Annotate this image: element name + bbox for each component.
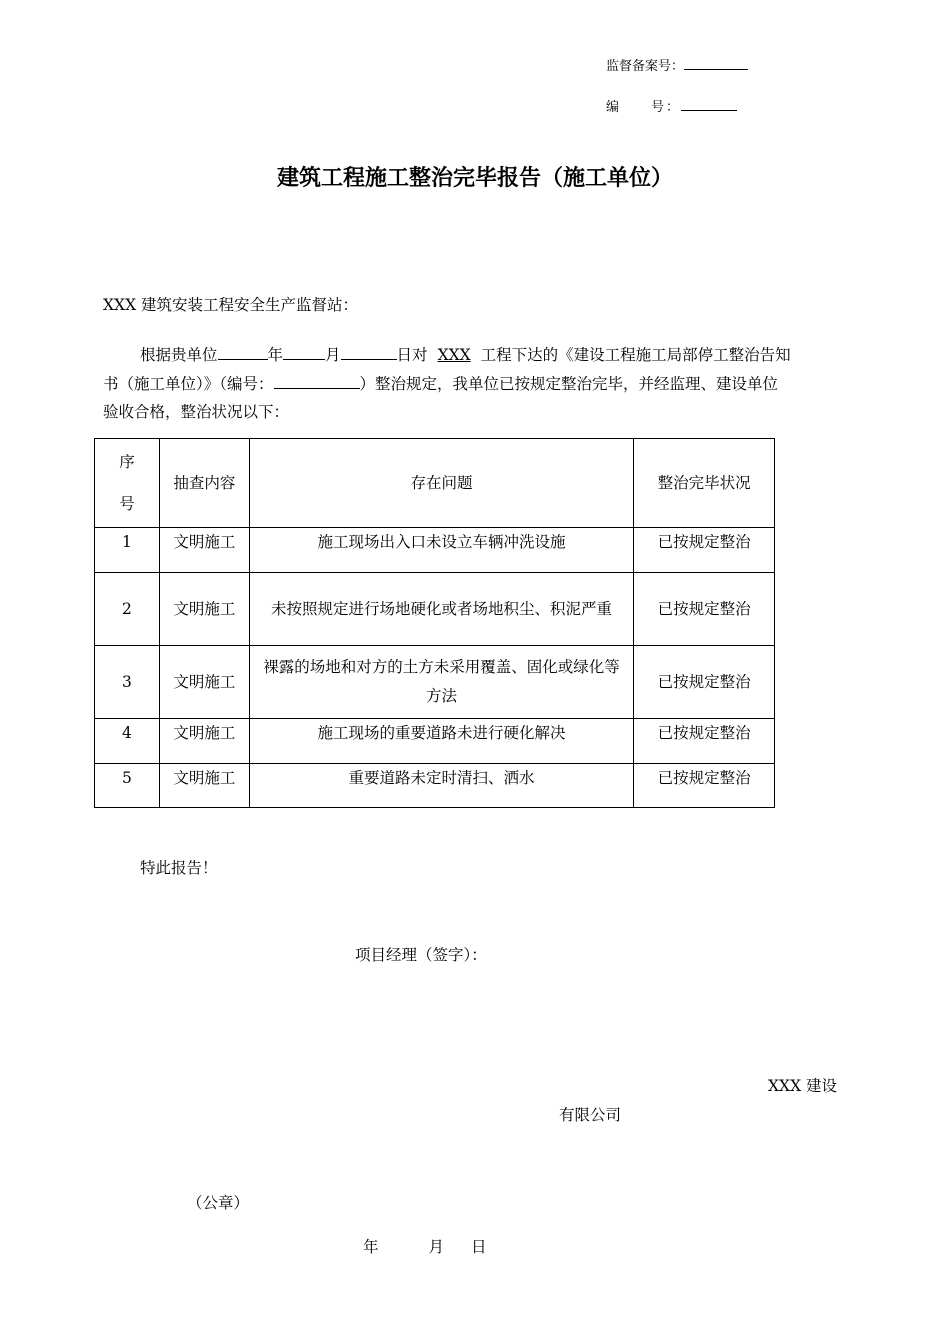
header-seq <box>95 439 160 528</box>
page-title: 建筑工程施工整治完毕报告（施工单位） <box>276 166 673 191</box>
row-issue: 施工现场的重要道路未进行硬化解决 <box>249 719 633 764</box>
para-text: 书（施工单位）》（编号： <box>103 375 274 393</box>
day-blank[interactable] <box>341 345 397 360</box>
row-number: 3 <box>95 646 160 719</box>
para-text: ）整治规定，我单位已按规定整治完毕，并经监理、建设单位 <box>359 375 779 393</box>
paragraph-line-3: 验收合格，整治状况以下： <box>103 403 290 421</box>
table-row <box>95 719 775 764</box>
header-issue: 存在问题 <box>249 439 633 528</box>
row-issue: 未按照规定进行场地硬化或者场地积尘、积泥严重 <box>249 573 633 646</box>
addressee: XXX 建筑安装工程安全生产监督站： <box>103 296 359 314</box>
row-number: 5 <box>95 764 160 808</box>
row-status: 已按规定整治 <box>634 573 775 646</box>
header-seq-b: 号 <box>119 495 135 513</box>
year-label: 年 <box>267 346 284 364</box>
row-content: 文明施工 <box>159 719 249 764</box>
record-number-label: 监督备案号： <box>606 59 685 74</box>
project-name: XXX <box>437 346 471 364</box>
date-year: 年 <box>363 1238 379 1256</box>
record-number-blank[interactable] <box>684 55 748 70</box>
row-content: 文明施工 <box>159 764 249 808</box>
year-blank[interactable] <box>218 345 268 360</box>
row-content: 文明施工 <box>159 573 249 646</box>
day-label: 日对 <box>396 346 428 364</box>
row-content: 文明施工 <box>159 646 249 719</box>
row-issue: 裸露的场地和对方的土方未采用覆盖、固化或绿化等方法 <box>249 646 633 719</box>
doc-number-blank[interactable] <box>681 96 737 111</box>
paragraph-line-2 <box>103 372 778 394</box>
para-text: 工程下达的《建设工程施工局部停工整治告知 <box>480 346 791 364</box>
table-row <box>95 646 775 719</box>
para-text: 根据贵单位 <box>140 346 218 364</box>
month-blank[interactable] <box>283 345 325 360</box>
notice-number-blank[interactable] <box>274 374 360 389</box>
rectification-table <box>94 438 775 808</box>
month-label: 月 <box>325 346 341 364</box>
row-number: 1 <box>95 528 160 573</box>
seal-label: （公章） <box>187 1194 250 1212</box>
table-row <box>95 528 775 573</box>
company-name-line-1: XXX 建设 <box>768 1077 838 1095</box>
row-issue: 施工现场出入口未设立车辆冲洗设施 <box>249 528 633 573</box>
closing-text: 特此报告！ <box>140 859 218 877</box>
row-number: 2 <box>95 573 160 646</box>
row-status: 已按规定整治 <box>634 528 775 573</box>
row-status: 已按规定整治 <box>634 764 775 808</box>
company-name-line-2: 有限公司 <box>559 1106 622 1124</box>
signature-label: 项目经理（签字）： <box>355 946 487 964</box>
doc-number-label: 编 号： <box>606 100 682 115</box>
date-line <box>363 1235 487 1257</box>
date-month: 月 <box>428 1238 445 1256</box>
table-row <box>95 764 775 808</box>
doc-number-field <box>606 96 737 115</box>
row-content: 文明施工 <box>159 528 249 573</box>
date-day: 日 <box>471 1238 487 1256</box>
paragraph-line-1 <box>140 343 791 365</box>
row-status: 已按规定整治 <box>634 719 775 764</box>
table-header-row <box>95 439 775 528</box>
row-status: 已按规定整治 <box>634 646 775 719</box>
header-seq-a: 序 <box>119 453 135 471</box>
header-content: 抽查内容 <box>159 439 249 528</box>
row-issue: 重要道路未定时清扫、洒水 <box>249 764 633 808</box>
row-number: 4 <box>95 719 160 764</box>
record-number-field <box>606 55 748 74</box>
table-row <box>95 573 775 646</box>
header-status: 整治完毕状况 <box>634 439 775 528</box>
